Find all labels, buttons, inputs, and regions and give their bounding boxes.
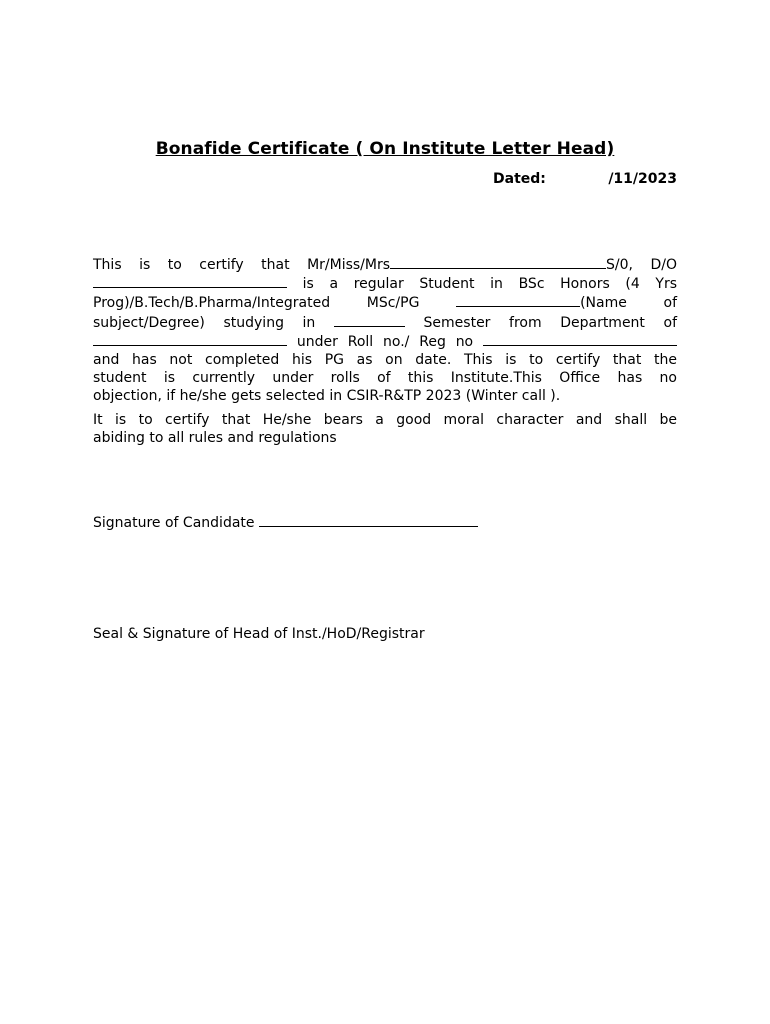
character-paragraph [93,411,677,447]
dated-value: /11/2023 [608,171,677,187]
parent-name-blank [93,274,287,288]
dated-row [493,171,677,187]
candidate-signature-line [93,513,478,531]
head-signature-label: Seal & Signature of Head of Inst./HoD/Registrar [93,626,425,642]
text-segment: S/0, D/O [606,257,677,273]
paragraph-line [93,255,677,274]
department-blank [93,332,287,346]
semester-blank [334,313,405,327]
text-segment: subject/Degree) studying in [93,314,316,331]
text-segment: This is to certify that Mr/Miss/Mrs [93,257,391,273]
certificate-title: Bonafide Certificate ( On Institute Letter Head) [155,139,615,159]
paragraph-line [93,332,677,351]
paragraph-line [93,274,677,293]
paragraph-line: and has not completed his PG as on date. This is to certify that the [93,352,677,369]
certification-paragraph [93,255,677,406]
text-segment: Semester from Department of [423,314,678,331]
name-blank [390,255,606,269]
candidate-signature-blank [259,513,478,527]
paragraph-line: abiding to all rules and regulations [93,430,337,447]
roll-number-blank [483,332,677,346]
paragraph-line [93,313,677,332]
paragraph-line: It is to certify that He/she bears a good moral character and shall be [93,412,677,428]
paragraph-line: student is currently under rolls of this Institute.This Office has no [93,370,677,387]
subject-blank [456,293,580,307]
text-segment: is a regular Student in BSc Honors (4 Yrs [302,276,678,293]
dated-label: Dated: [493,171,546,187]
candidate-signature-label: Signature of Candidate [93,515,255,531]
text-segment: Prog)/B.Tech/B.Pharma/Integrated MSc/PG [93,295,420,312]
paragraph-line: objection, if he/she gets selected in CSIR-R&TP 2023 (Winter call ). [93,388,561,405]
text-segment: under Roll no./ Reg no [296,333,474,350]
paragraph-line [93,293,677,312]
text-segment: (Name of [580,295,678,312]
